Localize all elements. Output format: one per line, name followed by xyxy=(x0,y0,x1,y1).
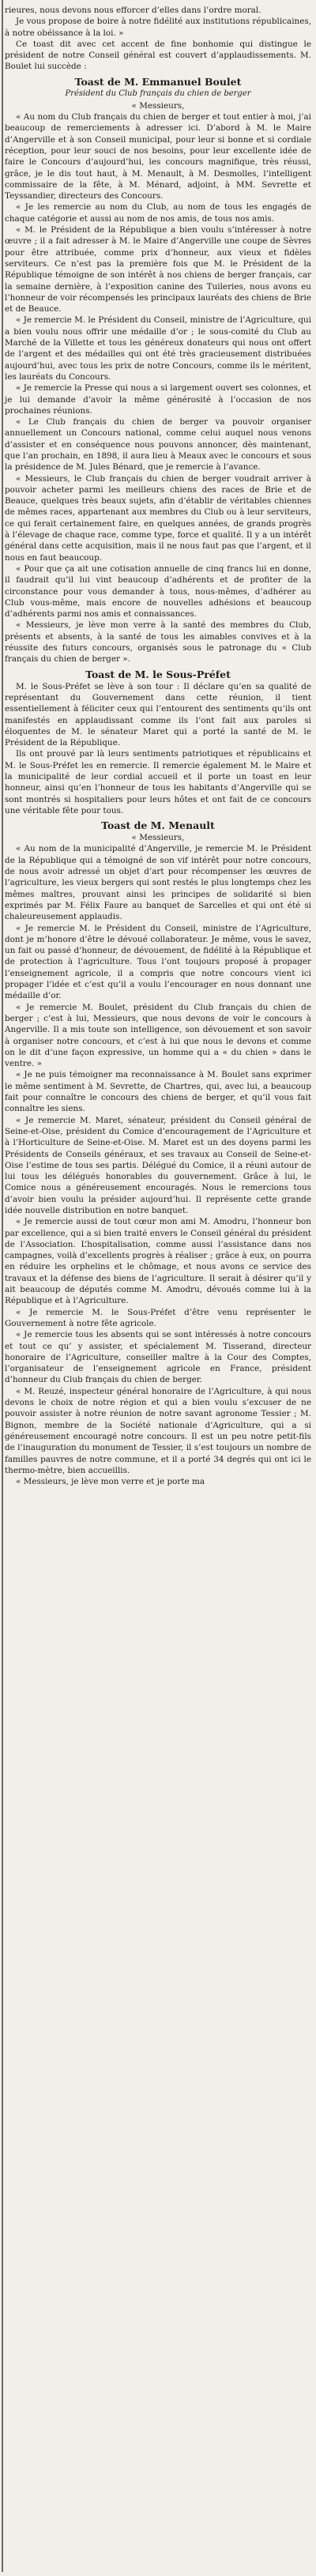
paragraph: rieures, nous devons nous efforcer d’elles dans l’ordre moral. xyxy=(5,6,261,15)
boulet-toast xyxy=(5,76,311,665)
paragraph: « Je ne puis témoigner ma reconnaissance à M. Boulet sans exprimer le même sentiment à M. Sevrette, de Chartres, qui, avec lui, a beaucoup fait pour connaître le concours des chiens de berger, et qu’il vous fait connaître les siens. xyxy=(5,1070,311,1114)
paragraph: « Messieurs, le Club français du chien de berger voudrait arriver à pouvoir acheter parmi les meilleurs chiens des races de Brie et de Beauce, quelques très beaux sujets, afin d’établir de véritables chiennes de mêmes races, appartenant aux membres du Club ou à leur serviteurs, ce qui ferait certainement faire, en quelques années, de grands progrès à l’élevage de chaque race, comme type, force et qualité. Il y a un intérêt général dans cette acquisition, mais il ne nous faut pas que l’argent, et il nous en faut beaucoup. xyxy=(5,473,311,563)
section-heading: Toast de M. le Sous-Préfet xyxy=(85,668,231,680)
section-heading: Toast de M. Menault xyxy=(101,819,215,832)
paragraph: « Je remercie aussi de tout cœur mon ami M. Amodru, l’honneur bon par excellence, qui a si bien traité envers le Conseil général du président de l’Association. L’hospitalisation, comme aussi l’assistance dans nos campagnes, voilà d’excellents progrès à réaliser ; grâce à eux, on pourra en réduire les orphelins et le chômage, et nous avons ce service des travaux et la défense des biens de l’agriculture. Il serait à désirer qu’il y ait beaucoup de députés comme M. Amodru, dévoués comme lui à la République et à l’Agriculture. xyxy=(5,1217,311,1306)
section-subtitle: Président du Club français du chien de berger xyxy=(65,89,251,98)
newspaper-page xyxy=(5,0,311,1487)
sousprefet-toast xyxy=(5,668,311,817)
paragraph: « Je les remercie au nom du Club, au nom de tous les engagés de chaque catégorie et aussi au nom de nos amis, de tous nos amis. xyxy=(5,202,311,224)
paragraph: « Je remercie M. Boulet, président du Club français du chien de berger ; c’est à lui, Messieurs, que nous devons de voir le concours à Angerville. Il a mis toute son intelligence, son dévouement et son savoir à organiser notre concours, et c’est à lui que nous le devons et comme on le dit d’une façon expressive, un homme qui a « du chien » dans le ventre. » xyxy=(5,1002,311,1069)
paragraph: M. le Sous-Préfet se lève à son tour : Il déclare qu’en sa qualité de représentant du Gouvernement dans cette réunion, il tient essentiellement à féliciter ceux qui l’entourent des sentiments qu’ils ont manifestés en applaudissant comme ils l’ont fait aux paroles si éloquentes de M. le sénateur Maret qui a porté la santé de M. le Président de la République. xyxy=(5,681,311,748)
paragraph: « M. Reuzé, inspecteur général honoraire de l’Agriculture, à qui nous devons le choix de notre région et qui a bien voulu s’excuser de ne pouvoir assister à notre réunion de notre savant agronome Tessier ; M. Bignon, membre de la Société nationale d’Agriculture, qui a si généreusement encouragé notre concours. Il est un peu notre petit-fils de l’inauguration du monument de Tessier, il s’est toujours un nombre de familles pauvres de notre commune, et il a porté 34 degrés qui ont ici le thermo-mètre, bien accueillis. xyxy=(5,1386,311,1475)
paragraph: « Au nom du Club français du chien de berger et tout entier à moi, j’ai beaucoup de remerciements à adresser ici. D’abord à M. le Maire d’Angerville et à son Conseil municipal, pour leur si bonne et si cordiale réception, pour leur souci de nos besoins, pour leur excellente idée de faire le Concours d’aujourd’hui, les concours magnifique, très réussi, grâce, je le dis tout haut, à M. Menault, à M. Desmolles, l’intelligent commissaire de la fête, à M. Ménard, adjoint, à MM. Sevrette et Teyssandier, directeurs des Concours. xyxy=(5,112,311,201)
salutation: « Messieurs, xyxy=(131,100,185,111)
paragraph: « Au nom de la municipalité d’Angerville, je remercie M. le Président de la République qui a témoigné de son vif intérêt pour notre concours, de nous avoir adressé un objet d’art pour récompenser les œuvres de l’agriculture, les vieux bergers qui sont restés le plus longtemps chez les mêmes maîtres, prouvant ainsi les principes de solidarité si bien exprimés par M. Félix Faure au banquet de Sarcelles et qui ont été si chaleureusement applaudis. xyxy=(5,844,311,922)
paragraph: « Le Club français du chien de berger va pouvoir organiser annuellement un Concours national, comme celui auquel nous venons d’assister et en conséquence nous pouvons annoncer, dès maintenant, que l’an prochain, en 1898, il aura lieu à Meaux avec le concours et sous la présidence de M. Jules Bénard, que je remercie à l’avance. xyxy=(5,417,311,473)
paragraph: « Je remercie M. le Président du Conseil, ministre de l’Agriculture, qui a bien voulu nous offrir une médaille d’or ; le sous-comité du Club au Marché de la Villette et tous les généreux donateurs qui nous ont offert de l’argent et des médailles qui ont été très gracieusement distribuées aujourd’hui, avec tous les prix de notre Concours, comme ils le méritent, les lauréats du Concours. xyxy=(5,315,311,382)
menault-toast xyxy=(5,819,311,1487)
paragraph: Ils ont prouvé par là leurs sentiments patriotiques et républicains et M. le Sous-Préfet les en remercie. Il remercie également M. le Maire et la municipalité de leur cordial accueil et il porte un toast en leur honneur, ainsi qu’en l’honneur de tous les habitants d’Angerville qui se sont montrés si hospitaliers pour leurs hôtes et ont fait de ce concours une véritable fête pour tous. xyxy=(5,749,311,815)
paragraph: Je vous propose de boire à notre fidélité aux institutions républicaines, à notre obéissance à la loi. » xyxy=(5,17,311,38)
salutation: « Messieurs, xyxy=(131,833,185,843)
paragraph: « Je remercie tous les absents qui se sont intéressés à notre concours et tout ce qu’ y assister, et spécialement M. Tisserand, directeur honoraire de l’Agriculture, conseiller maître à la Cour des Comptes, l’organisateur de l’enseignement agricole en France, président d’honneur du Club français du chien de berger. xyxy=(5,1330,311,1385)
paragraph: « Pour que ça ait une cotisation annuelle de cinq francs lui en donne, il faudrait qu’il lui vint beaucoup d’adhérents et de profiter de la circonstance pour vous demander à tous, nous-mêmes, d’adhérer au Club vous-même, mais encore de nouvelles adhésions et beaucoup d’adhérents parmi nos amis et connaissances. xyxy=(5,563,311,620)
intro-section xyxy=(5,5,311,73)
paragraph: « Je remercie M. Maret, sénateur, président du Conseil général de Seine-et-Oise, président du Comice d’encouragement de l’Agriculture et à l’Horticulture de Seine-et-Oise. M. Maret est un des doyens parmi les Présidents de Conseils généraux, et ses travaux au Conseil de Seine-et-Oise l’estime de tous ses partis. Délégué du Comice, il a réuni autour de lui tous les délégués honorables du gouvernement. Grâce à lui, le Comice nous a généreusement encouragés. Nous le remercions tous d’avoir bien voulu la présider aujourd’hui. Il représente cette grande idée nouvelle distribution en notre banquet. xyxy=(5,1115,311,1215)
paragraph: « Je remercie M. le Sous-Préfet d’être venu représenter le Gouvernement à notre fête agricole. xyxy=(5,1307,311,1328)
section-heading: Toast de M. Emmanuel Boulet xyxy=(74,75,242,88)
paragraph: « Messieurs, je lève mon verre à la santé des membres du Club, présents et absents, à la santé de tous les aimables convives et à la réussite des futurs concours, organisés sous le patronage du « Club français du chien de berger ». xyxy=(5,620,311,665)
paragraph: « Je remercie M. le Président du Conseil, ministre de l’Agriculture, dont je m’honore d’être le dévoué collaborateur. Je même, vous le savez, un fait ou passé d’honneur, de dévouement, de fidélité à la République et de protection à l’agriculture. Tous l’ont toujours proposé à propager l’enseignement agricole, il a compris que notre concours vient ici propager l’idée et c’est qu’il a voulu l’encourager en nous donnant une médaille d’or. xyxy=(5,923,311,1001)
paragraph: « Je remercie la Presse qui nous a si largement ouvert ses colonnes, et je lui demande d’avoir la même générosité à l’occasion de nos prochaines réunions. xyxy=(5,383,311,416)
paragraph: Ce toast dit avec cet accent de fine bonhomie qui distingue le président de notre Conseil général est couvert d’applaudissements. M. Boulet lui succède : xyxy=(5,39,311,72)
paragraph: « Messieurs, je lève mon verre et je porte ma xyxy=(16,1477,205,1487)
paragraph: « M. le Président de la République a bien voulu s’intéresser à notre œuvre ; il a fait adresser à M. le Maire d’Angerville une coupe de Sèvres pour être attribuée, comme prix d’honneur, aux vieux et fidèles serviteurs. Ce n’est pas la première fois que M. le Président de la République témoigne de son intérêt à nos chiens de berger français, car la semaine dernière, à l’exposition canine des Tuileries, nous avons eu l’honneur de voir récompensés les principaux lauréats des chiens de Brie et de Beauce. xyxy=(5,225,311,314)
column-rule xyxy=(2,0,6,2572)
